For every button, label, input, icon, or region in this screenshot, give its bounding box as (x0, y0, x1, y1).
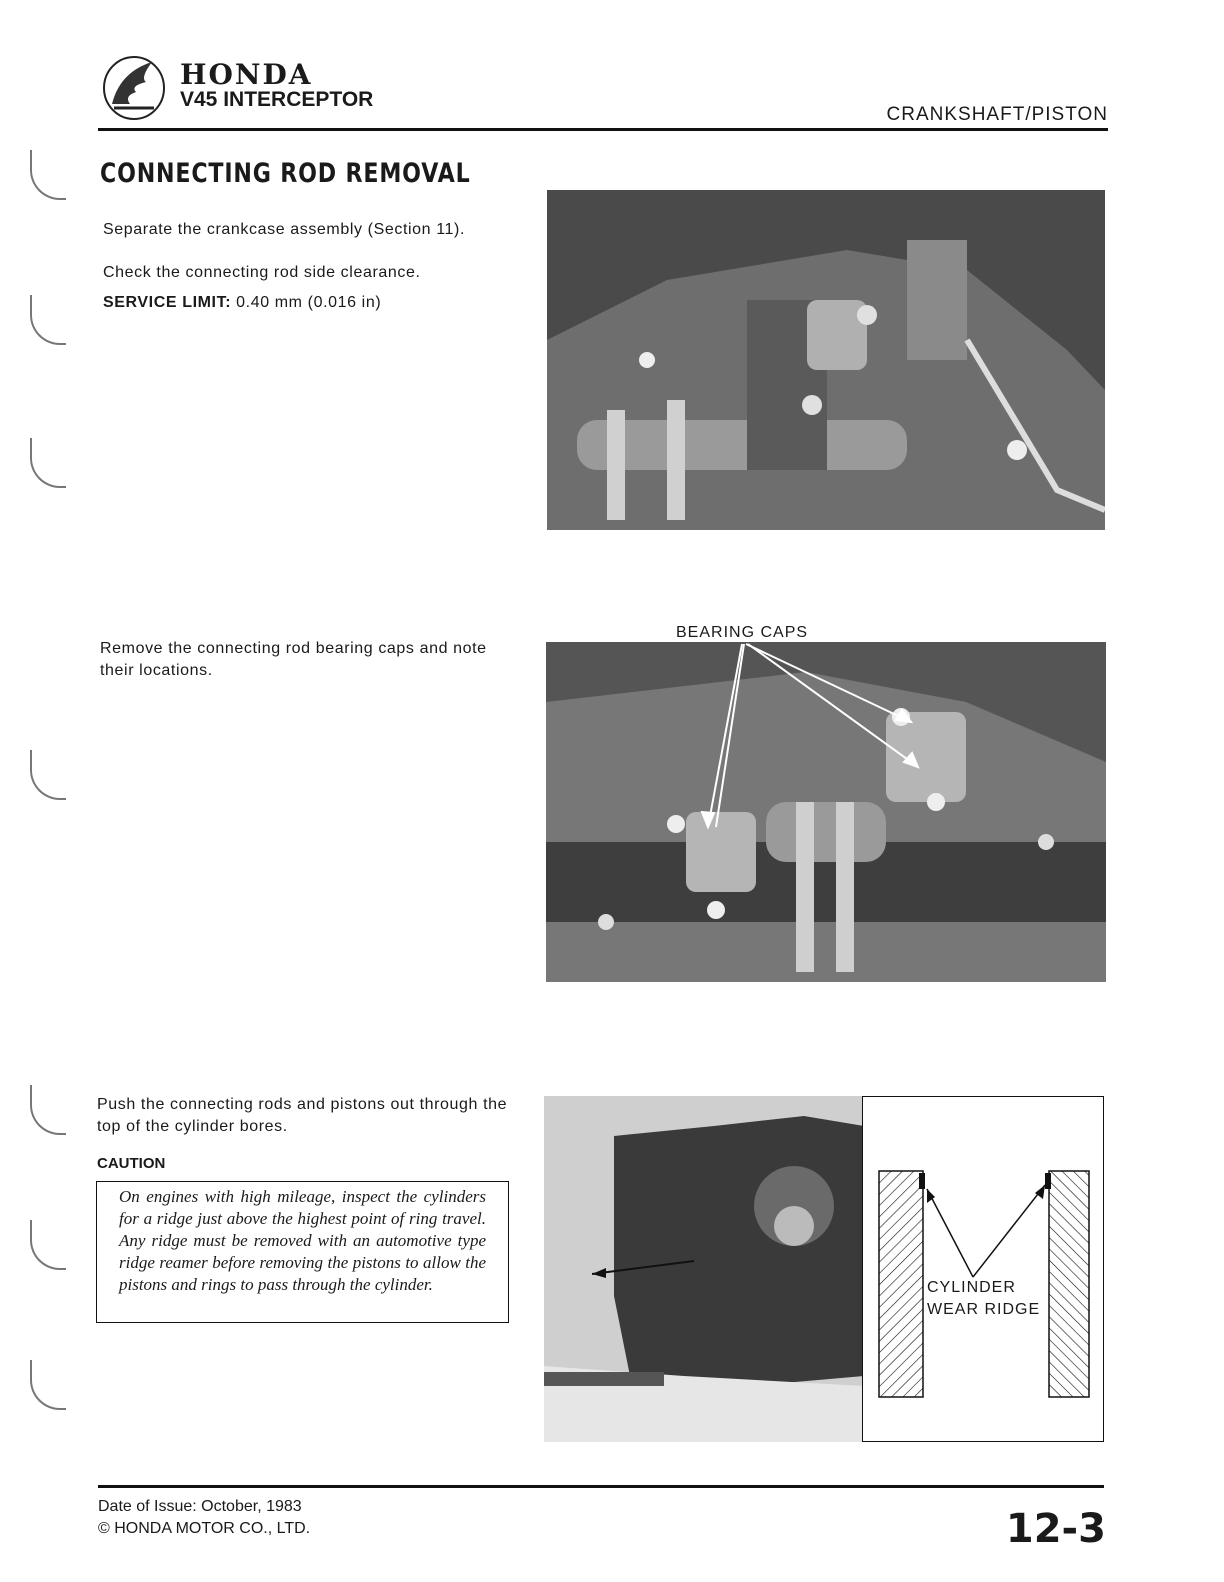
cylinder-wear-ridge-diagram (862, 1096, 1104, 1442)
crankcase-photo-1 (547, 190, 1105, 530)
page-number: 12-3 (1005, 1506, 1106, 1552)
step1-text-1: Separate the crankcase assembly (Section 11). (103, 221, 465, 238)
inset-label-wear-ridge: WEAR RIDGE (927, 1301, 1041, 1318)
caution-heading: CAUTION (97, 1155, 166, 1172)
binder-ring-mark (30, 295, 66, 345)
service-limit (103, 292, 523, 314)
service-limit-label: SERVICE LIMIT: (103, 294, 232, 311)
crankcase-photo-3 (544, 1096, 864, 1442)
binder-ring-mark (30, 1360, 66, 1410)
footer-rule (98, 1485, 1104, 1488)
binder-ring-mark (30, 1085, 66, 1135)
bearing-caps-label: BEARING CAPS (676, 624, 809, 641)
issue-date: Date of Issue: October, 1983 (98, 1498, 302, 1515)
page-title: CONNECTING ROD REMOVAL (100, 158, 471, 189)
crankcase-photo-2 (546, 642, 1106, 982)
header-rule (98, 128, 1108, 131)
binder-ring-mark (30, 150, 66, 200)
binder-ring-mark (30, 750, 66, 800)
model-name: V45 INTERCEPTOR (180, 88, 374, 111)
caution-box: On engines with high mileage, inspect the cylinders for a ridge just above the highest point of ring travel. Any ridge must be removed with an automotive type ridge reamer before removing the pistons to allow the pistons and rings to pass through the cylinder. (96, 1181, 509, 1323)
copyright: © HONDA MOTOR CO., LTD. (98, 1520, 311, 1537)
honda-wing-logo (100, 52, 172, 122)
section-header: CRANKSHAFT/PISTON (886, 104, 1108, 125)
step2-text: Remove the connecting rod bearing caps and note their locations. (100, 640, 487, 679)
service-limit-value: 0.40 mm (0.016 in) (236, 294, 382, 311)
binder-ring-mark (30, 438, 66, 488)
inset-label-cylinder: CYLINDER (927, 1279, 1016, 1296)
step1-text-2: Check the connecting rod side clearance. (103, 264, 421, 281)
binder-ring-mark (30, 1220, 66, 1270)
step3-text: Push the connecting rods and pistons out through the top of the cylinder bores. (97, 1096, 508, 1135)
brand-name: HONDA (180, 58, 313, 91)
